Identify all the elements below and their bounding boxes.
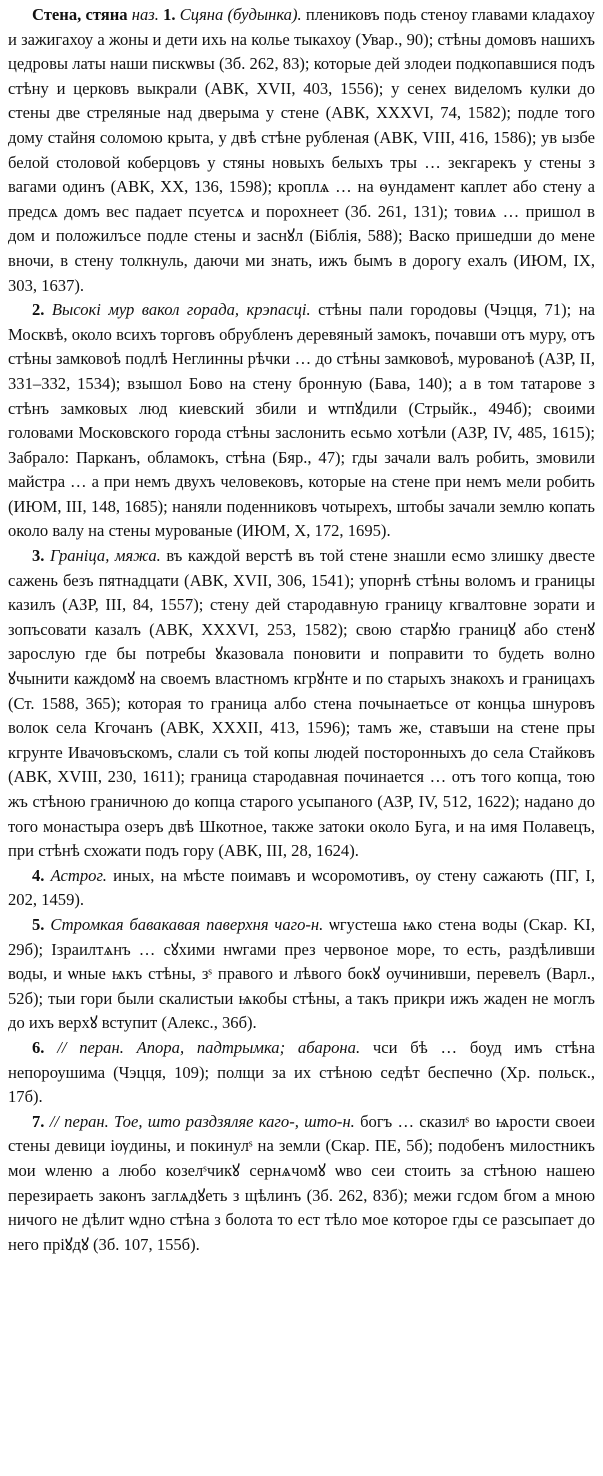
sense-text: иных, на мѣсте поимавъ и ѡсоромотивъ, оу стену сажають (ПГ, I, 202, 1459). — [8, 865, 596, 910]
sense-gloss: // перан. Апора, падтрымка; абарона. — [57, 1037, 361, 1057]
sense-text: стѣны пали городовы (Чэцця, 71); на Москвѣ, около всихъ торговъ обрубленъ деревяный замокъ, почавши отъ муру, отъ стѣны замковоѣ подлѣ Неглинны рѣчки … до стѣны замковоѣ, мурованоѣ (АЗР, II, 331–332, 1534); взышол Бово на стену бронную (Бава, 140); а в том татарове з стѣнъ замковых люд киевский збили и ѡтпꙋдили (Стрыйк., 494б); своими головами Московского города стѣны заслонить есьмо хотѣли (АЗР, IV, 485, 1615); Забрало: Парканъ, обламокъ, стѣна (Бяр., 47); гды зачали валъ робить, змовили майстра … а при немъ двухъ человековъ, которые на стене при немъ мели робить (ИЮМ, III, 148, 1685); наняли поденниковъ чотырехъ, штобы зачали землю копать около валу на стены мурованые (ИЮМ, Х, 172, 1695). — [8, 300, 595, 541]
sense-number: 6. — [32, 1037, 45, 1057]
sense-gloss: Астрог. — [50, 865, 107, 885]
sense-text: плениковъ подь стеноу главами кладахоу и зажигахоу а жоны и дети ихь на колье тыкахоу (Увар., 90); стѣны домовъ нашихъ цедровы латы наши пискѡвы (3б. 262, 83); которые дей злодеи подкопавшися подъ стѣну и церковъ выкрали (АВК, XVII, 403, 1556); у сенех виделомъ кулки до стены две стреляные над дверыма у стене (АВК, XXXVI, 74, 1582); подле того дому стайня соломою крыта, у двѣ стѣне рубленая (АВК, VIII, 416, 1586); ув ызбе белой столовой коберцовъ у стяны новыхъ белыхъ тры … зекгарекъ у стены з вагами одинъ (АВК, ХХ, 136, 1598); кроплѧ … на ѳундамент каплет або стену а предсѧ домъ вес падает псуетсѧ и порохнеет (3б. 261, 131); товиѧ … пришол в дом и положилъсе подле стены и заснꙋл (Біблія, 588); Васко пришедши до мене вночи, в стену толкнуль, даючи ми знать, ижъ бымъ в дорогу ехалъ (ИЮМ, IX, 303, 1637). — [8, 5, 595, 295]
part-of-speech: наз. — [131, 5, 159, 24]
sense-gloss: // перан. Тое, што раздзяляе каго-, што-н. — [49, 1111, 355, 1131]
sense-number: 1. — [163, 5, 176, 24]
sense-5 — [8, 913, 595, 1036]
sense-4 — [8, 864, 595, 913]
sense-text: чси бѣ … боуд имъ стѣна непороушима (Чэцця, 109); полщи за их стѣною седѣт беспечно (Хр. польск., 17б). — [8, 1037, 596, 1107]
sense-number: 2. — [32, 300, 45, 320]
sense-2 — [8, 298, 595, 544]
sense-number: 7. — [32, 1111, 45, 1131]
sense-number: 5. — [32, 914, 45, 934]
sense-gloss: Сцяна (будынка). — [179, 5, 302, 24]
headword: Стена, стяна — [32, 5, 128, 24]
sense-1 — [8, 3, 595, 298]
sense-7 — [8, 1110, 595, 1258]
sense-gloss: Граніца, мяжа. — [49, 546, 161, 566]
sense-gloss: Стромкая бавакавая паверхня чаго-н. — [50, 914, 324, 934]
sense-number: 4. — [32, 865, 45, 885]
sense-6 — [8, 1036, 595, 1110]
sense-3 — [8, 544, 595, 864]
sense-text: ѡгустеша ѩко стена воды (Скар. KI, 29б); Ізраилтѧнъ … сꙋхими нѡгами през червоное море, то есть, раздѣливши воды, и ѡные ѩкъ стѣны, зˢ правого и лѣвого бокꙋ оучинивши, перевелъ (Варл., 52б); тыи гори были скалистыи ѩкобы стѣны, а такъ прикри ижъ жаден не моглъ до ихъ верхꙋ вступит (Алекс., 36б). — [8, 914, 595, 1033]
sense-text: въ каждой верстѣ въ той стене знашли есмо злишку двесте сажень безъ пятнадцати (АВК, XVII, 306, 1541); упорнѣ стѣны воломъ и границы казилъ (АЗР, III, 84, 1557); стену дей стародавную границу кгвалтовне зорати и зопъсовати казалъ (АВК, XXXVI, 253, 1582); свою старꙋю границꙋ або стенꙋ зарослую где бы потребы ꙋказовала поновити и поправити то будеть волно ꙋчынити каждомꙋ на своемъ властномъ кгрꙋнте и по старыхъ знакохъ и границахъ (Ст. 1588, 365); которая то граница албо стена почынаетьсе от концьа шнуровъ волок села Кгочанъ (АВК, XXXII, 413, 1596); тамъ же, ставъши на стене пры кгрунте Ивачовъскомъ, слали съ той копы людей посторонныхъ до села Стайковъ (АВК, XVIII, 230, 1611); граница стародавная починается … отъ того копца, тою жъ стѣною граничною до копца старого усыпаного (АЗР, IV, 512, 1622); надано до того монастыра озеръ двѣ Шкотное, также затоки около Буга, и на имя Полавецъ, при стѣнѣ схожати подъ гору (АВК, III, 28, 1624). — [8, 546, 595, 861]
sense-gloss: Высокі мур вакол горада, крэпасці. — [51, 300, 311, 320]
sense-number: 3. — [32, 546, 45, 566]
sense-text: богъ … сказилˢ во ѩрости своеи стены девици іѹдины, и покинулˢ на земли (Скар. ПЕ, 5б); подобенъ милостникъ мои ѡленю а любо козелˢчикꙋ сернѧчомꙋ ѡво сеи стоить за стѣною нашею перезираеть законъ заглѧдꙋеть з щѣлинъ (3б. 262, 83б); межи гсдом бгом а мною ничого не дѣлит ѡдно стѣна з болота то ест тѣло мое которое гды се разсыпает до него прiꙋдꙋ (3б. 107, 155б). — [8, 1111, 595, 1254]
